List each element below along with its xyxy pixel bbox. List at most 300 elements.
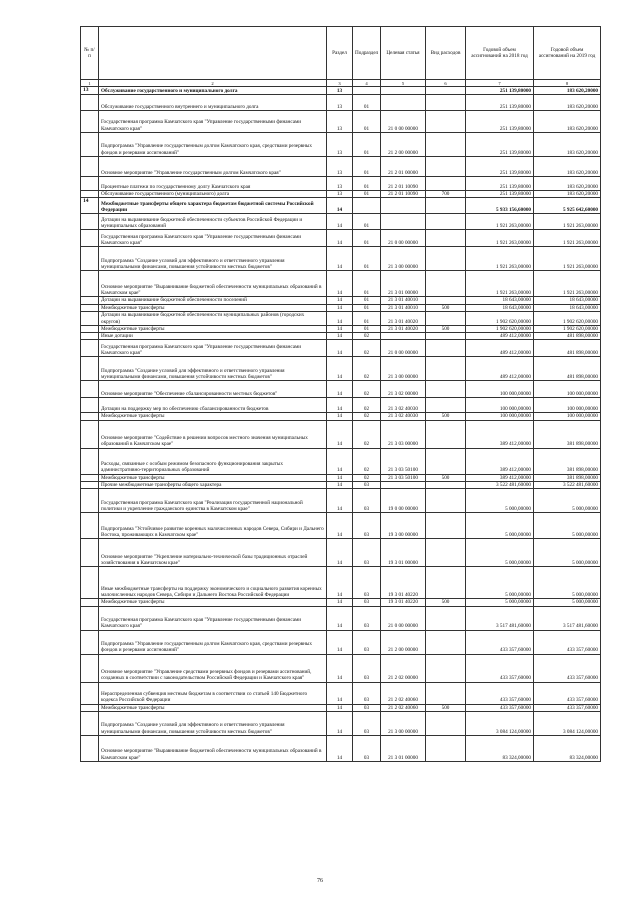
row-expense-type bbox=[426, 489, 466, 513]
row-amount-2018: 433 357,60000 bbox=[466, 682, 534, 704]
table-row bbox=[81, 381, 601, 398]
row-amount-2018: 251 139,80000 bbox=[466, 133, 534, 157]
row-expense-type bbox=[426, 398, 466, 413]
row-amount-2019: 5 000,00000 bbox=[534, 567, 601, 599]
row-target-article: 21 2 02 40060 bbox=[381, 682, 426, 704]
row-amount-2019: 5 000,00000 bbox=[534, 539, 601, 567]
row-name: Основное мероприятие "Управление государственным долгом Камчатского края" bbox=[99, 157, 327, 177]
row-expense-type bbox=[426, 630, 466, 654]
column-number: 6 bbox=[426, 80, 466, 87]
row-name: Основное мероприятие "Выравнивание бюджетной обеспеченности муниципальных образований в Камчатском крае" bbox=[99, 271, 327, 297]
row-name: Иные дотации bbox=[99, 333, 327, 340]
row-target-article bbox=[381, 95, 426, 111]
row-amount-2019: 1 921 263,00000 bbox=[534, 214, 601, 230]
row-name: Основное мероприятие "Укрепление материально-технической базы традиционных отраслей хозяйствования в Камчатском крае" bbox=[99, 539, 327, 567]
row-razdel: 14 bbox=[327, 413, 353, 420]
row-name: Межбюджетные трансферты общего характера бюджетам бюджетной системы Российской Федерации bbox=[99, 198, 327, 214]
row-name: Дотации на выравнивание бюджетной обеспеченности поселений bbox=[99, 297, 327, 304]
row-podrazdel: 01 bbox=[353, 111, 381, 133]
table-row bbox=[81, 448, 601, 474]
row-expense-type bbox=[426, 111, 466, 133]
row-podrazdel: 01 bbox=[353, 157, 381, 177]
row-expense-type bbox=[426, 340, 466, 357]
row-number bbox=[81, 95, 99, 111]
row-razdel: 13 bbox=[327, 191, 353, 198]
row-razdel: 14 bbox=[327, 247, 353, 271]
column-number: 8 bbox=[534, 80, 601, 87]
row-amount-2019: 100 000,00000 bbox=[534, 398, 601, 413]
row-razdel: 14 bbox=[327, 682, 353, 704]
row-expense-type bbox=[426, 198, 466, 214]
row-razdel: 14 bbox=[327, 333, 353, 340]
row-podrazdel bbox=[353, 198, 381, 214]
table-row bbox=[81, 704, 601, 711]
row-amount-2019: 1 921 263,00000 bbox=[534, 271, 601, 297]
row-podrazdel: 03 bbox=[353, 704, 381, 711]
row-number: 13 bbox=[81, 87, 99, 95]
row-expense-type bbox=[426, 214, 466, 230]
row-expense-type bbox=[426, 133, 466, 157]
row-amount-2019: 183 620,20000 bbox=[534, 95, 601, 111]
row-podrazdel: 01 bbox=[353, 247, 381, 271]
row-razdel: 14 bbox=[327, 340, 353, 357]
row-number bbox=[81, 735, 99, 761]
row-target-article: 19 3 01 00000 bbox=[381, 539, 426, 567]
table-row bbox=[81, 311, 601, 325]
row-amount-2019: 433 357,60000 bbox=[534, 654, 601, 682]
row-podrazdel: 03 bbox=[353, 606, 381, 630]
row-amount-2019: 5 000,00000 bbox=[534, 489, 601, 513]
row-podrazdel: 01 bbox=[353, 95, 381, 111]
row-amount-2019: 83 324,00000 bbox=[534, 735, 601, 761]
row-razdel: 14 bbox=[327, 735, 353, 761]
table-header-row bbox=[81, 27, 601, 80]
row-amount-2019: 1 902 620,00000 bbox=[534, 325, 601, 332]
row-number bbox=[81, 482, 99, 489]
row-amount-2019: 381 898,00000 bbox=[534, 474, 601, 481]
column-number: 3 bbox=[327, 80, 353, 87]
row-expense-type: 500 bbox=[426, 599, 466, 606]
row-amount-2019: 5 925 642,60000 bbox=[534, 198, 601, 214]
row-amount-2018: 100 000,00000 bbox=[466, 381, 534, 398]
row-podrazdel: 02 bbox=[353, 413, 381, 420]
row-amount-2018: 489 412,00000 bbox=[466, 357, 534, 381]
row-amount-2019: 3 517 481,60000 bbox=[534, 606, 601, 630]
row-number bbox=[81, 214, 99, 230]
row-target-article: 21 3 01 40020 bbox=[381, 325, 426, 332]
row-expense-type bbox=[426, 271, 466, 297]
budget-table bbox=[80, 26, 601, 762]
table-row bbox=[81, 682, 601, 704]
table-row bbox=[81, 297, 601, 304]
row-number bbox=[81, 539, 99, 567]
row-name: Государственная программа Камчатского края "Реализация государственной национальной политики и укрепление гражданского единства в Камчатском крае" bbox=[99, 489, 327, 513]
row-expense-type bbox=[426, 297, 466, 304]
table-row bbox=[81, 513, 601, 539]
row-target-article: 21 3 02 40030 bbox=[381, 398, 426, 413]
row-name: Подпрограмма "Управление государственным долгом Камчатского края, средствами резервных фондов и резервами ассигнований" bbox=[99, 630, 327, 654]
row-amount-2018: 489 412,00000 bbox=[466, 340, 534, 357]
row-expense-type: 500 bbox=[426, 704, 466, 711]
row-target-article: 21 0 00 00000 bbox=[381, 111, 426, 133]
row-expense-type bbox=[426, 157, 466, 177]
row-amount-2018: 1 902 620,00000 bbox=[466, 311, 534, 325]
table-row bbox=[81, 333, 601, 340]
row-amount-2018: 389 412,00000 bbox=[466, 474, 534, 481]
row-podrazdel: 03 bbox=[353, 489, 381, 513]
row-name: Государственная программа Камчатского края "Управление государственными финансами Камчатского края" bbox=[99, 230, 327, 247]
row-target-article: 21 3 01 40010 bbox=[381, 297, 426, 304]
row-expense-type bbox=[426, 682, 466, 704]
row-expense-type bbox=[426, 513, 466, 539]
row-podrazdel: 01 bbox=[353, 271, 381, 297]
table-body bbox=[81, 87, 601, 762]
row-amount-2018: 83 324,00000 bbox=[466, 735, 534, 761]
header-expense-type: Вид расходов bbox=[426, 27, 466, 80]
row-amount-2018: 100 000,00000 bbox=[466, 413, 534, 420]
row-razdel: 14 bbox=[327, 325, 353, 332]
row-podrazdel: 03 bbox=[353, 735, 381, 761]
row-amount-2019: 433 357,60000 bbox=[534, 682, 601, 704]
row-expense-type bbox=[426, 448, 466, 474]
row-target-article: 21 2 00 00000 bbox=[381, 630, 426, 654]
row-razdel: 14 bbox=[327, 304, 353, 311]
row-amount-2018: 251 139,80000 bbox=[466, 191, 534, 198]
header-num: № п/п bbox=[81, 27, 99, 80]
row-amount-2018: 389 412,00000 bbox=[466, 448, 534, 474]
row-podrazdel: 03 bbox=[353, 567, 381, 599]
row-razdel: 13 bbox=[327, 177, 353, 191]
row-name: Межбюджетные трансферты bbox=[99, 704, 327, 711]
row-amount-2018: 5 000,00000 bbox=[466, 567, 534, 599]
row-name: Межбюджетные трансферты bbox=[99, 304, 327, 311]
row-podrazdel: 03 bbox=[353, 599, 381, 606]
row-number bbox=[81, 297, 99, 304]
table-row bbox=[81, 482, 601, 489]
table-row bbox=[81, 304, 601, 311]
budget-table-sheet bbox=[80, 26, 600, 762]
row-podrazdel: 03 bbox=[353, 711, 381, 735]
row-amount-2019: 1 921 263,00000 bbox=[534, 247, 601, 271]
row-name: Дотации на поддержку мер по обеспечению сбалансированности бюджетов bbox=[99, 398, 327, 413]
row-expense-type: 500 bbox=[426, 474, 466, 481]
row-number bbox=[81, 357, 99, 381]
row-podrazdel: 02 bbox=[353, 333, 381, 340]
row-amount-2019: 481 898,00000 bbox=[534, 333, 601, 340]
row-target-article: 21 3 03 50100 bbox=[381, 448, 426, 474]
table-row bbox=[81, 567, 601, 599]
row-podrazdel: 01 bbox=[353, 214, 381, 230]
table-row bbox=[81, 654, 601, 682]
row-amount-2018: 5 933 156,60000 bbox=[466, 198, 534, 214]
row-target-article: 21 0 00 00000 bbox=[381, 230, 426, 247]
row-expense-type bbox=[426, 311, 466, 325]
row-amount-2019: 3 522 481,60000 bbox=[534, 482, 601, 489]
row-podrazdel: 03 bbox=[353, 654, 381, 682]
row-expense-type bbox=[426, 606, 466, 630]
row-amount-2019: 481 898,00000 bbox=[534, 357, 601, 381]
row-razdel: 14 bbox=[327, 489, 353, 513]
row-amount-2019: 100 000,00000 bbox=[534, 413, 601, 420]
row-number bbox=[81, 489, 99, 513]
row-amount-2018: 18 643,00000 bbox=[466, 304, 534, 311]
row-razdel: 14 bbox=[327, 297, 353, 304]
column-number: 4 bbox=[353, 80, 381, 87]
row-target-article: 21 2 02 00000 bbox=[381, 654, 426, 682]
row-number bbox=[81, 398, 99, 413]
row-expense-type bbox=[426, 711, 466, 735]
table-row bbox=[81, 247, 601, 271]
row-amount-2019: 183 620,20000 bbox=[534, 157, 601, 177]
row-podrazdel: 01 bbox=[353, 311, 381, 325]
table-row bbox=[81, 420, 601, 448]
header-name bbox=[99, 27, 327, 80]
row-expense-type: 500 bbox=[426, 304, 466, 311]
row-razdel: 13 bbox=[327, 95, 353, 111]
row-podrazdel: 01 bbox=[353, 191, 381, 198]
row-razdel: 13 bbox=[327, 157, 353, 177]
header-razdel: Раздел bbox=[327, 27, 353, 80]
row-target-article: 21 3 01 00000 bbox=[381, 735, 426, 761]
header-podrazdel: Подраздел bbox=[353, 27, 381, 80]
row-razdel: 14 bbox=[327, 606, 353, 630]
row-razdel: 13 bbox=[327, 133, 353, 157]
row-razdel: 14 bbox=[327, 474, 353, 481]
row-name: Дотации на выравнивание бюджетной обеспеченности муниципальных районов (городских округов) bbox=[99, 311, 327, 325]
row-target-article: 21 3 02 40030 bbox=[381, 413, 426, 420]
row-razdel: 14 bbox=[327, 654, 353, 682]
table-row bbox=[81, 413, 601, 420]
table-row bbox=[81, 157, 601, 177]
row-razdel: 14 bbox=[327, 230, 353, 247]
row-amount-2019: 433 357,60000 bbox=[534, 704, 601, 711]
row-name: Государственная программа Камчатского края "Управление государственными финансами Камчатского края" bbox=[99, 340, 327, 357]
row-razdel: 14 bbox=[327, 704, 353, 711]
row-amount-2018: 18 643,00000 bbox=[466, 297, 534, 304]
column-number: 2 bbox=[99, 80, 327, 87]
row-target-article: 21 2 01 10090 bbox=[381, 191, 426, 198]
column-number: 5 bbox=[381, 80, 426, 87]
row-amount-2018: 1 902 620,00000 bbox=[466, 325, 534, 332]
row-name: Прочие межбюджетные трансферты общего характера bbox=[99, 482, 327, 489]
row-expense-type bbox=[426, 567, 466, 599]
table-row bbox=[81, 95, 601, 111]
row-target-article: 21 3 03 00000 bbox=[381, 420, 426, 448]
row-number bbox=[81, 271, 99, 297]
row-razdel: 14 bbox=[327, 448, 353, 474]
row-name: Государственная программа Камчатского края "Управление государственными финансами Камчатского края" bbox=[99, 111, 327, 133]
row-number bbox=[81, 325, 99, 332]
row-razdel: 14 bbox=[327, 539, 353, 567]
row-amount-2019: 1 902 620,00000 bbox=[534, 311, 601, 325]
table-row bbox=[81, 133, 601, 157]
row-podrazdel: 02 bbox=[353, 340, 381, 357]
row-amount-2018: 1 921 263,00000 bbox=[466, 247, 534, 271]
row-number bbox=[81, 177, 99, 191]
row-amount-2018: 489 412,00000 bbox=[466, 333, 534, 340]
table-row bbox=[81, 87, 601, 95]
row-expense-type bbox=[426, 735, 466, 761]
table-row bbox=[81, 735, 601, 761]
row-expense-type bbox=[426, 381, 466, 398]
row-expense-type bbox=[426, 539, 466, 567]
row-amount-2019: 100 000,00000 bbox=[534, 381, 601, 398]
row-podrazdel: 02 bbox=[353, 474, 381, 481]
row-amount-2018: 251 139,80000 bbox=[466, 95, 534, 111]
row-name: Межбюджетные трансферты bbox=[99, 413, 327, 420]
row-name: Процентные платежи по государственному долгу Камчатского края bbox=[99, 177, 327, 191]
row-expense-type: 500 bbox=[426, 325, 466, 332]
table-row bbox=[81, 111, 601, 133]
row-expense-type bbox=[426, 420, 466, 448]
row-number bbox=[81, 247, 99, 271]
row-podrazdel: 02 bbox=[353, 381, 381, 398]
row-podrazdel: 02 bbox=[353, 398, 381, 413]
row-target-article: 21 2 01 10090 bbox=[381, 177, 426, 191]
table-row bbox=[81, 340, 601, 357]
row-name: Основное мероприятие "Выравнивание бюджетной обеспеченности муниципальных образований в Камчатском крае" bbox=[99, 735, 327, 761]
row-name: Иные межбюджетные трансферты на поддержку экономического и социального развития коренных малочисленных народов Севера, Сибири и Дальнего Востока Российской Федерации bbox=[99, 567, 327, 599]
row-razdel: 14 bbox=[327, 711, 353, 735]
row-amount-2018: 251 139,80000 bbox=[466, 157, 534, 177]
row-target-article: 21 3 00 00000 bbox=[381, 357, 426, 381]
row-target-article: 21 3 03 50100 bbox=[381, 474, 426, 481]
row-razdel: 14 bbox=[327, 567, 353, 599]
row-amount-2018: 1 921 263,00000 bbox=[466, 214, 534, 230]
row-amount-2019: 1 921 263,00000 bbox=[534, 230, 601, 247]
row-target-article: 21 2 02 40060 bbox=[381, 704, 426, 711]
row-amount-2018: 5 000,00000 bbox=[466, 489, 534, 513]
row-amount-2019: 183 620,20000 bbox=[534, 191, 601, 198]
row-amount-2018: 433 357,60000 bbox=[466, 630, 534, 654]
row-target-article: 21 3 02 00000 bbox=[381, 381, 426, 398]
row-amount-2018: 389 412,00000 bbox=[466, 420, 534, 448]
row-number bbox=[81, 133, 99, 157]
table-row bbox=[81, 271, 601, 297]
row-expense-type: 700 bbox=[426, 191, 466, 198]
row-razdel: 14 bbox=[327, 311, 353, 325]
row-razdel: 14 bbox=[327, 482, 353, 489]
row-number bbox=[81, 157, 99, 177]
row-razdel: 14 bbox=[327, 214, 353, 230]
row-amount-2019: 381 898,00000 bbox=[534, 448, 601, 474]
row-target-article bbox=[381, 333, 426, 340]
row-name: Обслуживание государственного (муниципального) долга bbox=[99, 191, 327, 198]
row-target-article: 19 3 01 40220 bbox=[381, 567, 426, 599]
row-expense-type bbox=[426, 230, 466, 247]
row-number bbox=[81, 304, 99, 311]
row-amount-2018: 3 084 124,00000 bbox=[466, 711, 534, 735]
row-amount-2018: 251 139,80000 bbox=[466, 177, 534, 191]
row-podrazdel: 03 bbox=[353, 539, 381, 567]
row-podrazdel: 01 bbox=[353, 133, 381, 157]
row-name: Подпрограмма "Создание условий для эффективного и ответственного управления муниципальными финансами, повышения устойчивости местных бюджетов" bbox=[99, 247, 327, 271]
row-name: Обслуживание государственного внутреннего и муниципального долга bbox=[99, 95, 327, 111]
table-row bbox=[81, 711, 601, 735]
row-name: Подпрограмма "Устойчивое развитие коренных малочисленных народов Севера, Сибири и Дальнего Востока, проживающих в Камчатском крае" bbox=[99, 513, 327, 539]
row-amount-2019: 5 000,00000 bbox=[534, 599, 601, 606]
row-amount-2018: 5 000,00000 bbox=[466, 513, 534, 539]
row-number bbox=[81, 606, 99, 630]
row-podrazdel: 01 bbox=[353, 297, 381, 304]
row-expense-type bbox=[426, 482, 466, 489]
row-target-article: 19 3 01 40220 bbox=[381, 599, 426, 606]
row-name: Межбюджетные трансферты bbox=[99, 474, 327, 481]
row-number bbox=[81, 599, 99, 606]
row-expense-type: 500 bbox=[426, 413, 466, 420]
row-razdel: 14 bbox=[327, 630, 353, 654]
row-podrazdel: 02 bbox=[353, 357, 381, 381]
row-amount-2019: 183 620,20000 bbox=[534, 177, 601, 191]
row-podrazdel: 01 bbox=[353, 304, 381, 311]
row-number: 14 bbox=[81, 198, 99, 214]
row-number bbox=[81, 654, 99, 682]
row-number bbox=[81, 567, 99, 599]
row-amount-2018: 5 000,00000 bbox=[466, 539, 534, 567]
row-number bbox=[81, 381, 99, 398]
row-podrazdel: 03 bbox=[353, 482, 381, 489]
row-expense-type bbox=[426, 357, 466, 381]
header-target-article: Целевая статья bbox=[381, 27, 426, 80]
row-podrazdel: 02 bbox=[353, 420, 381, 448]
row-number bbox=[81, 413, 99, 420]
row-amount-2019: 381 898,00000 bbox=[534, 420, 601, 448]
header-year-2018: Годовой объем ассигнований на 2018 год bbox=[466, 27, 534, 80]
row-amount-2019: 481 898,00000 bbox=[534, 340, 601, 357]
row-expense-type bbox=[426, 95, 466, 111]
row-number bbox=[81, 230, 99, 247]
row-razdel: 14 bbox=[327, 357, 353, 381]
row-podrazdel: 03 bbox=[353, 513, 381, 539]
row-target-article: 19 0 00 00000 bbox=[381, 489, 426, 513]
row-number bbox=[81, 111, 99, 133]
row-amount-2019: 18 643,00000 bbox=[534, 304, 601, 311]
row-amount-2018: 433 357,60000 bbox=[466, 704, 534, 711]
row-amount-2018: 433 357,60000 bbox=[466, 654, 534, 682]
row-name: Основное мероприятие "Управление средствами резервных фондов и резервами ассигнований, созданных в соответствии с законодательством Российской Федерации и Камчатского края" bbox=[99, 654, 327, 682]
table-row bbox=[81, 214, 601, 230]
table-row bbox=[81, 599, 601, 606]
row-amount-2019: 183 620,20000 bbox=[534, 111, 601, 133]
row-razdel: 14 bbox=[327, 381, 353, 398]
table-row bbox=[81, 198, 601, 214]
row-target-article bbox=[381, 214, 426, 230]
row-amount-2018: 251 139,80000 bbox=[466, 111, 534, 133]
row-target-article: 21 3 01 40010 bbox=[381, 304, 426, 311]
row-target-article: 21 2 01 00000 bbox=[381, 157, 426, 177]
table-row bbox=[81, 539, 601, 567]
column-number: 1 bbox=[81, 80, 99, 87]
row-podrazdel bbox=[353, 87, 381, 95]
row-podrazdel: 01 bbox=[353, 177, 381, 191]
row-amount-2019: 183 620,20000 bbox=[534, 133, 601, 157]
row-target-article: 21 2 00 00000 bbox=[381, 133, 426, 157]
row-amount-2018: 1 921 263,00000 bbox=[466, 271, 534, 297]
row-amount-2019: 433 357,60000 bbox=[534, 630, 601, 654]
row-name: Дотации на выравнивание бюджетной обеспеченности субъектов Российской Федерации и муниципальных образований bbox=[99, 214, 327, 230]
row-target-article: 21 0 00 00000 bbox=[381, 340, 426, 357]
row-number bbox=[81, 448, 99, 474]
row-number bbox=[81, 513, 99, 539]
row-number bbox=[81, 340, 99, 357]
row-podrazdel: 03 bbox=[353, 630, 381, 654]
row-target-article: 21 0 00 00000 bbox=[381, 606, 426, 630]
row-name: Подпрограмма "Управление государственным долгом Камчатского края, средствами резервных фондов и резервами ассигнований" bbox=[99, 133, 327, 157]
row-target-article bbox=[381, 482, 426, 489]
row-number bbox=[81, 704, 99, 711]
row-expense-type bbox=[426, 87, 466, 95]
row-amount-2018: 5 000,00000 bbox=[466, 599, 534, 606]
